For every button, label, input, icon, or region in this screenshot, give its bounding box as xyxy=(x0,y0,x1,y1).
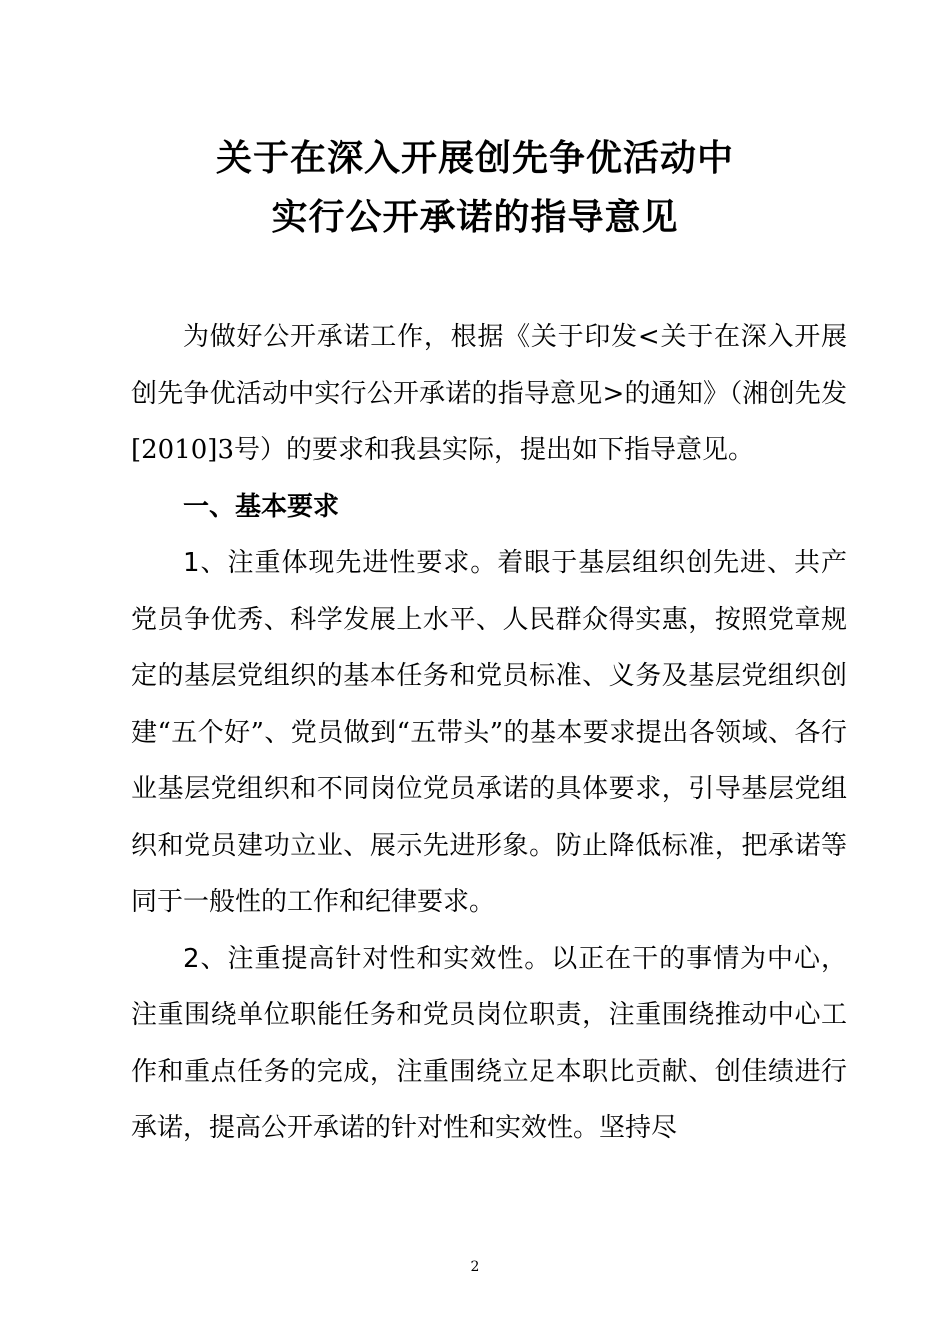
page-number: 2 xyxy=(470,1259,480,1275)
document-title-line-2: 实行公开承诺的指导意见 xyxy=(271,197,679,238)
section-heading-basic-requirements: 一、基本要求 xyxy=(183,491,340,522)
item-2-paragraph xyxy=(131,931,847,1157)
document-title-line-1: 关于在深入开展创先争优活动中 xyxy=(215,138,734,179)
item-1-lead: 1、注重体现先进性要求。 xyxy=(183,548,498,578)
item-1-text: 着眼于基层组织创先进、共产党员争优秀、科学发展上水平、人民群众得实惠，按照党章规定的基层党组织的基本任务和党员标准、义务及基层党组织创建“五个好”、党员做到“五带头”的基本要求提出各领域、各行业基层党组织和不同岗位党员承诺的具体要求，引导基层党组织和党员建功立业、展示先进形象。防止降低标准，把承诺等同于一般性的工作和纪律要求。 xyxy=(131,548,847,917)
item-2-lead: 2、注重提高针对性和实效性。 xyxy=(183,943,552,974)
intro-paragraph: 为做好公开承诺工作，根据《关于印发<关于在深入开展创先争优活动中实行公开承诺的指导意见>的通知》（湘创先发[2010]3号）的要求和我县实际，提出如下指导意见。 xyxy=(131,322,847,465)
item-2-text: 以正在干的事情为中心，注重围绕单位职能任务和党员岗位职责，注重围绕推动中心工作和重点任务的完成，注重围绕立足本职比贡献、创佳绩进行承诺，提高公开承诺的针对性和实效性。坚持尽 xyxy=(131,943,847,1143)
document-body xyxy=(131,309,847,1157)
item-1-paragraph xyxy=(131,535,847,931)
